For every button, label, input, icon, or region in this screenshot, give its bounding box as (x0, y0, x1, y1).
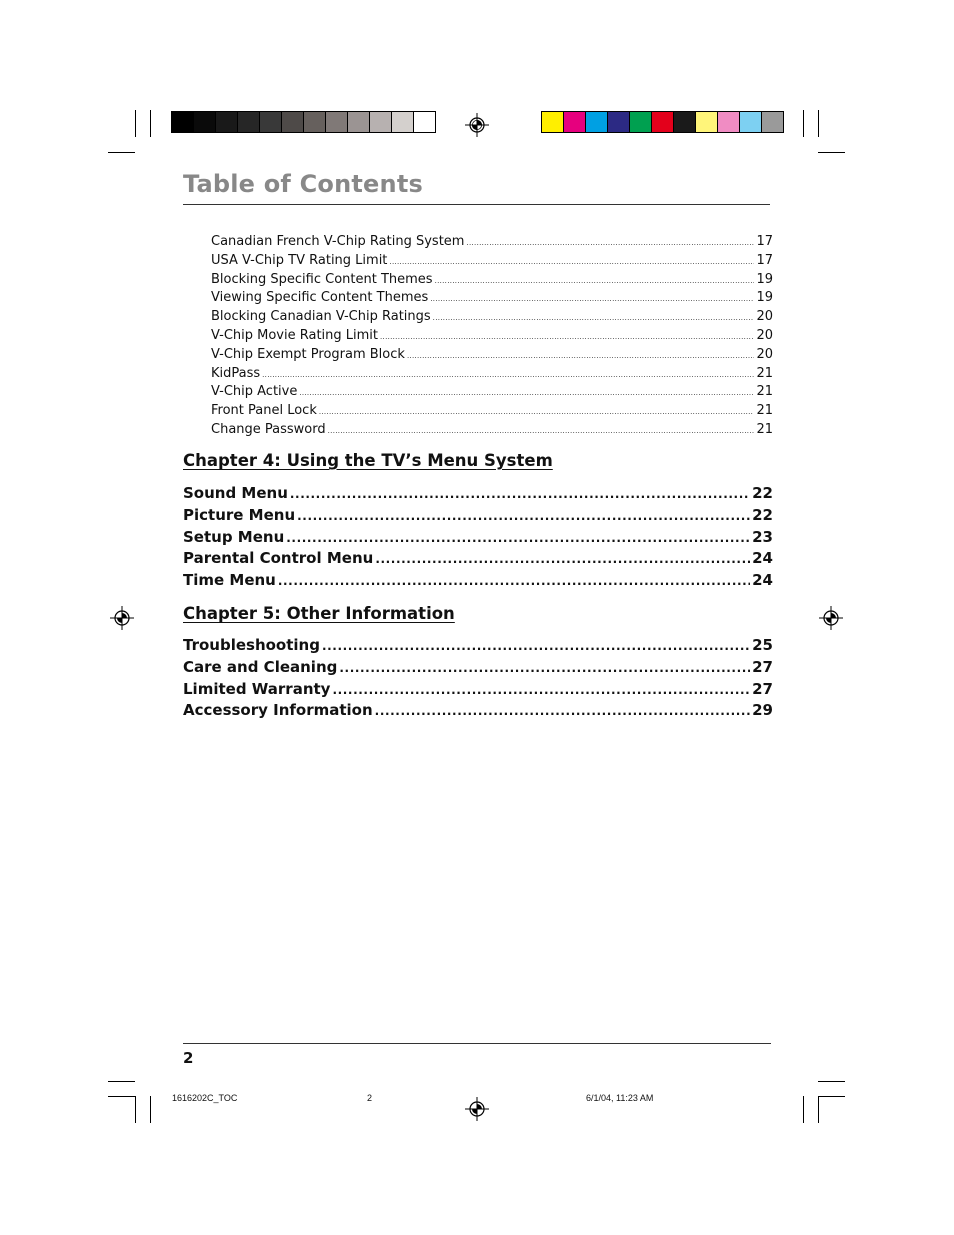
process-color-swatch (673, 112, 695, 132)
grayscale-swatch (347, 112, 369, 132)
toc-entry-page: 25 (752, 636, 773, 654)
toc-sub-entry[interactable] (211, 328, 773, 347)
toc-entry-label: Troubleshooting (183, 636, 320, 654)
toc-entry-label: Blocking Canadian V-Chip Ratings (211, 309, 431, 325)
dot-leader (435, 277, 755, 285)
toc-entry-page: 19 (756, 271, 773, 287)
toc-sub-entry[interactable] (211, 234, 773, 253)
slug-datetime: 6/1/04, 11:23 AM (586, 1093, 654, 1103)
process-color-swatch (739, 112, 761, 132)
toc-entry-page: 22 (752, 484, 773, 502)
dot-leader (322, 639, 750, 653)
toc-entry-label: Time Menu (183, 571, 276, 590)
registration-target-icon (110, 606, 134, 630)
toc-sub-entry[interactable] (211, 384, 773, 403)
toc-entry-page: 17 (756, 252, 773, 268)
crop-mark (108, 152, 135, 153)
toc-entry-page: 17 (756, 234, 773, 249)
toc-entry-label: Care and Cleaning (183, 657, 338, 676)
toc-entry[interactable] (183, 484, 773, 506)
toc-sub-entry[interactable] (211, 290, 773, 309)
dot-leader (430, 295, 754, 303)
toc-entry[interactable] (183, 658, 773, 680)
page-number: 2 (183, 1049, 194, 1067)
toc-entry-label: Parental Control Menu (183, 549, 374, 568)
toc-entry-page: 20 (756, 309, 773, 325)
grayscale-swatch (237, 112, 259, 132)
process-color-swatch (717, 112, 739, 132)
grayscale-swatch (215, 112, 237, 132)
grayscale-swatch (369, 112, 391, 132)
toc-entry-page: 27 (752, 679, 773, 698)
dot-leader (466, 239, 754, 247)
registration-target-icon (465, 113, 489, 137)
toc-sub-entry[interactable] (211, 253, 773, 272)
toc-entry[interactable] (183, 506, 773, 528)
crop-mark (818, 1081, 845, 1082)
toc-entry-label: Limited Warranty (183, 679, 331, 698)
crop-mark (135, 110, 136, 137)
toc-entry-label: Accessory Information (183, 701, 373, 720)
grayscale-color-bar (171, 111, 436, 133)
toc-sub-entry[interactable] (211, 422, 773, 441)
dot-leader (389, 258, 754, 266)
grayscale-swatch (259, 112, 281, 132)
toc-entry-page: 21 (756, 403, 773, 419)
crop-mark (818, 1096, 845, 1097)
registration-target-icon (819, 606, 843, 630)
toc-entry-page: 24 (752, 571, 773, 590)
dot-leader (328, 427, 755, 435)
grayscale-swatch (325, 112, 347, 132)
toc-sub-entry[interactable] (211, 347, 773, 366)
toc-entry[interactable] (183, 680, 773, 702)
toc-entry-label: V-Chip Active (211, 384, 298, 400)
toc-entry-label: Change Password (211, 422, 326, 437)
registration-target-icon (465, 1097, 489, 1121)
process-color-swatch (563, 112, 585, 132)
dot-leader (433, 314, 755, 322)
toc-entry-label: Sound Menu (183, 484, 288, 502)
toc-entry-page: 23 (752, 527, 773, 546)
toc-entry-label: V-Chip Exempt Program Block (211, 346, 405, 362)
process-color-swatch (629, 112, 651, 132)
crop-mark (150, 1096, 151, 1123)
dot-leader (297, 509, 750, 523)
crop-mark (108, 1081, 135, 1082)
dot-leader (319, 408, 755, 416)
toc-sub-entry[interactable] (211, 272, 773, 291)
dot-leader (380, 333, 754, 341)
title-rule (183, 204, 770, 205)
toc-entry-page: 20 (756, 328, 773, 343)
dot-leader (278, 574, 750, 588)
process-color-swatch (695, 112, 717, 132)
chapter-4-heading[interactable]: Chapter 4: Using the TV’s Menu System (183, 451, 553, 470)
toc-sub-entry[interactable] (211, 403, 773, 422)
toc-entry-page: 21 (756, 365, 773, 381)
grayscale-swatch (413, 112, 435, 132)
process-color-swatch (607, 112, 629, 132)
toc-entry[interactable] (183, 636, 773, 658)
toc-entry-label: Front Panel Lock (211, 403, 317, 419)
toc-entry-page: 29 (752, 701, 773, 720)
dot-leader (407, 352, 755, 360)
toc-entry-label: Canadian French V-Chip Rating System (211, 234, 465, 249)
dot-leader (332, 683, 750, 697)
grayscale-swatch (391, 112, 413, 132)
grayscale-swatch (281, 112, 303, 132)
toc-entry-label: Setup Menu (183, 527, 285, 546)
slug-page: 2 (367, 1093, 373, 1103)
toc-entry-page: 27 (752, 657, 773, 676)
toc-entry-page: 21 (756, 384, 773, 400)
grayscale-swatch (303, 112, 325, 132)
crop-mark (818, 110, 819, 137)
toc-entry-label: Picture Menu (183, 505, 296, 524)
process-color-swatch (542, 112, 563, 132)
toc-entry-label: V-Chip Movie Rating Limit (211, 328, 379, 343)
dot-leader (286, 531, 750, 545)
grayscale-swatch (172, 112, 193, 132)
toc-entry-page: 22 (752, 505, 773, 524)
dot-leader (299, 389, 754, 397)
toc-entry-page: 21 (756, 422, 773, 437)
dot-leader (262, 371, 754, 379)
chapter-5-heading[interactable]: Chapter 5: Other Information (183, 604, 455, 623)
crop-mark (150, 110, 151, 137)
crop-mark (108, 1096, 135, 1097)
grayscale-swatch (193, 112, 215, 132)
footer-rule (183, 1043, 771, 1044)
slug-file-name: 1616202C_TOC (172, 1093, 238, 1103)
toc-entry[interactable] (183, 528, 773, 550)
toc-entry[interactable] (183, 701, 773, 723)
process-color-swatch (651, 112, 673, 132)
toc-sub-entry[interactable] (211, 366, 773, 385)
crop-mark (135, 1096, 136, 1123)
toc-entry-label: KidPass (211, 365, 261, 381)
toc-entry-page: 19 (756, 290, 773, 306)
process-color-swatch (761, 112, 783, 132)
toc-entry[interactable] (183, 549, 773, 571)
process-color-bar (541, 111, 784, 133)
toc-entry-page: 24 (752, 549, 773, 568)
toc-entry-label: Viewing Specific Content Themes (211, 290, 429, 306)
toc-entry-page: 20 (756, 346, 773, 362)
toc-entry-label: USA V-Chip TV Rating Limit (211, 252, 388, 268)
toc-sub-entry[interactable] (211, 309, 773, 328)
toc-entry-label: Blocking Specific Content Themes (211, 271, 433, 287)
page-title: Table of Contents (183, 170, 423, 198)
process-color-swatch (585, 112, 607, 132)
crop-mark (803, 110, 804, 137)
dot-leader (375, 704, 750, 718)
crop-mark (818, 152, 845, 153)
dot-leader (339, 661, 750, 675)
dot-leader (375, 552, 750, 566)
toc-entry[interactable] (183, 571, 773, 593)
crop-mark (818, 1096, 819, 1123)
dot-leader (290, 487, 750, 501)
crop-mark (803, 1096, 804, 1123)
